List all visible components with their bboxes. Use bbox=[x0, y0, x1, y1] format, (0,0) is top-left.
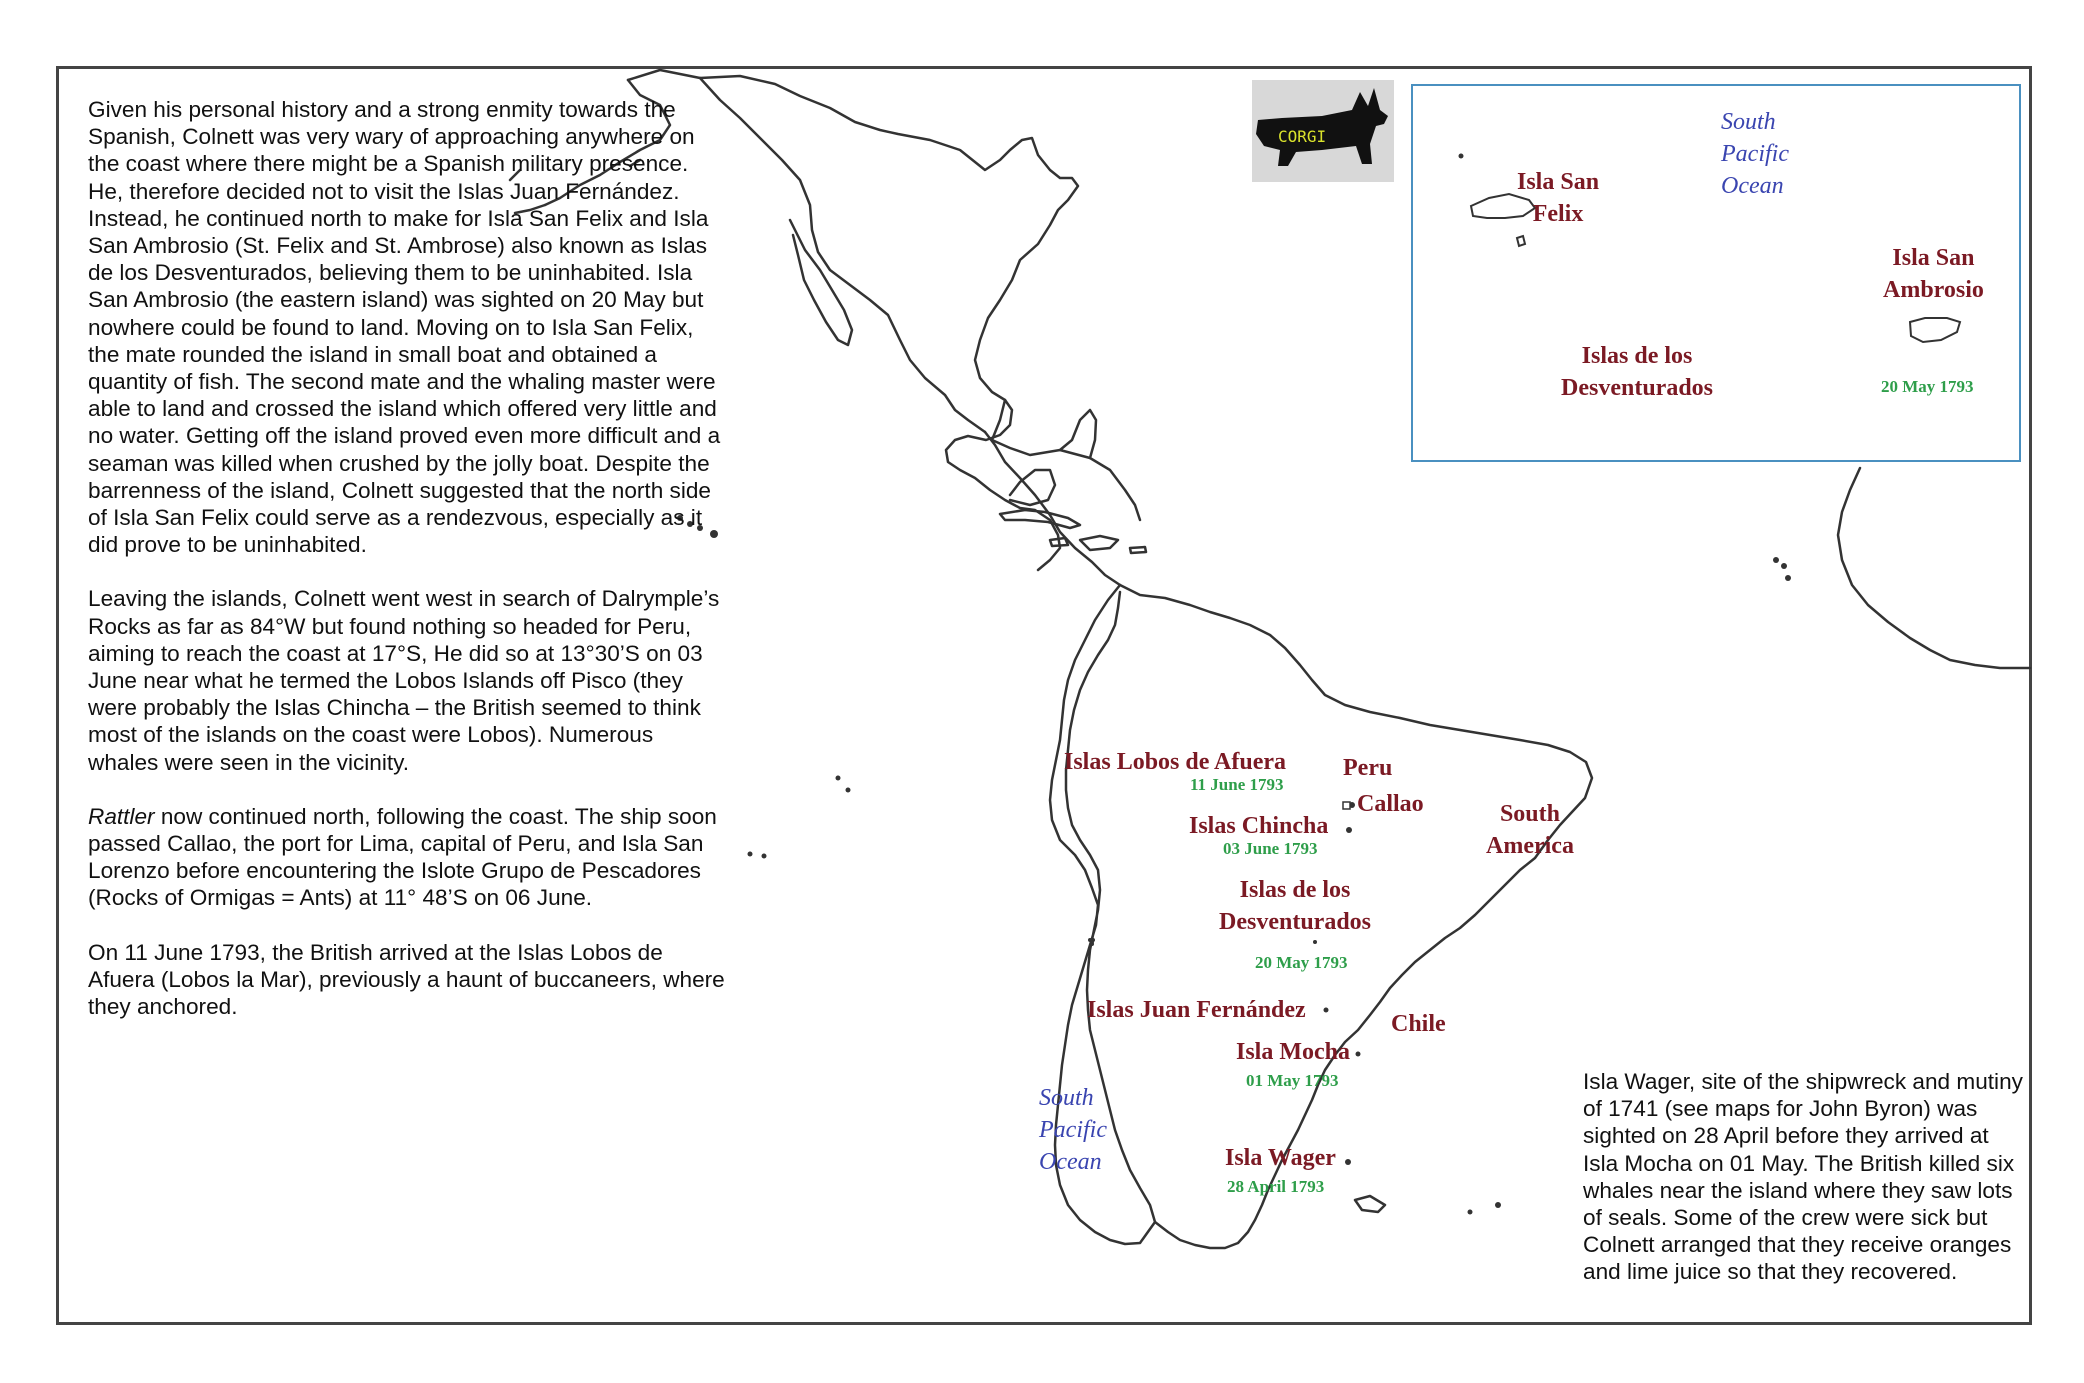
narrative-paragraph-3-text: now continued north, following the coast. The ship soon passed Callao, the port for Lima, capital of Peru, and Isla San Lorenzo before encountering the Islote Grupo de Pescadores (Rocks of Ormigas = Ants) at 11° 48’S on 06 June. bbox=[88, 803, 717, 911]
logo-text: CORGI bbox=[1278, 127, 1327, 146]
cuba bbox=[1000, 510, 1080, 528]
lobos-date: 11 June 1793 bbox=[1190, 775, 1284, 794]
south-pacific-ocean-label: South Pacific Ocean bbox=[1039, 1085, 1107, 1175]
lobos-label: Islas Lobos de Afuera bbox=[1064, 749, 1287, 775]
narrative-paragraph-3 bbox=[88, 803, 728, 912]
san-ambrosio-island bbox=[1910, 318, 1960, 342]
hispaniola bbox=[1080, 536, 1118, 550]
mocha-dot bbox=[1356, 1052, 1361, 1057]
callao-label: Callao bbox=[1357, 791, 1424, 817]
narrative-paragraph-1: Given his personal history and a strong enmity towards the Spanish, Colnett was very wary of approaching anywhere on the coast where there might be a Spanish military presence. He, therefore decided not to visit the Islas Juan Fernández. Instead, he continued north to make for Isla San Felix and Isla San Ambrosio (St. Felix and St. Ambrose) also known as Islas de los Desventurados, believing them to be uninhabited. Isla San Ambrosio (the eastern island) was sighted on 20 May but nowhere could be found to land. Moving on to Isla San Felix, the mate rounded the island in small boat and obtained a quantity of fish. The second mate and the whaling master were able to land and crossed the island which offered very little and no water. Getting off the island proved even more difficult and a seaman was killed when crushed by the jolly boat. Despite the barrenness of the island, Colnett suggested that the north side of Isla San Felix could serve as a rendezvous, especially as it did prove to be uninhabited. bbox=[88, 97, 721, 558]
chincha-label: Islas Chincha bbox=[1189, 813, 1329, 839]
south-america-label: South America bbox=[1486, 801, 1574, 859]
desventurados-label: Islas de los Desventurados bbox=[1219, 877, 1372, 935]
pacific-coast-north-america bbox=[700, 78, 985, 432]
inset-date-label: 20 May 1793 bbox=[1881, 377, 1974, 396]
inset-san-felix-label: Isla San Felix bbox=[1517, 169, 1600, 227]
wager-note-text: Isla Wager, site of the shipwreck and mutiny of 1741 (see maps for John Byron) was sighted on 28 April before they arrived at Isla Mocha on 01 May. The British killed six whales near the island where they saw lots of seals. Some of the crew were sick but Colnett arranged that they receive oranges and lime juice so that they recovered. bbox=[1583, 1069, 2023, 1285]
narrative-paragraph-4: On 11 June 1793, the British arrived at the Islas Lobos de Afuera (Lobos la Mar), previously a haunt of buccaneers, where they anchored. bbox=[88, 939, 725, 1020]
lesser-antilles bbox=[1773, 557, 1779, 563]
narrative-paragraph-2: Leaving the islands, Colnett went west in search of Dalrymple’s Rocks as far as 84°W but found nothing so headed for Peru, aiming to reach the coast at 17°S, He did so at 13°30’S on 03 June near what he termed the Lobos Islands off Pisco (they were probably the Islas Chincha – the British seemed to think most of the islands on the coast were Lobos). Numerous whales were seen in the vicinity. bbox=[88, 586, 720, 775]
narrative-text bbox=[88, 96, 728, 1047]
chincha-date: 03 June 1793 bbox=[1223, 839, 1318, 858]
chincha-marker bbox=[1346, 827, 1352, 833]
clipperton-islands bbox=[748, 852, 753, 857]
inset-islet-dot bbox=[1459, 154, 1464, 159]
inset-ocean-label: South Pacific Ocean bbox=[1721, 109, 1789, 199]
corgi-logo bbox=[1252, 80, 1394, 182]
central-america bbox=[985, 432, 1120, 585]
galapagos-islands bbox=[836, 776, 841, 781]
san-felix-islet bbox=[1517, 236, 1525, 246]
juan-fernandez-dot bbox=[1324, 1008, 1329, 1013]
mocha-date: 01 May 1793 bbox=[1246, 1071, 1339, 1090]
inset-map bbox=[1411, 84, 2021, 462]
callao-marker bbox=[1343, 802, 1350, 809]
corgi-silhouette-icon bbox=[1252, 80, 1394, 182]
chile-label: Chile bbox=[1391, 1011, 1446, 1037]
baja-california bbox=[790, 220, 852, 345]
africa-west-coast bbox=[1838, 468, 2030, 668]
wager-marker bbox=[1345, 1159, 1351, 1165]
mocha-label: Isla Mocha bbox=[1236, 1039, 1350, 1065]
wager-label: Isla Wager bbox=[1225, 1145, 1336, 1171]
juan-fernandez-label: Islas Juan Fernández bbox=[1087, 997, 1306, 1023]
ocean-dot-2 bbox=[1088, 938, 1092, 942]
inset-desventurados-label: Islas de los Desventurados bbox=[1561, 343, 1714, 401]
desventurados-dot bbox=[1313, 940, 1317, 944]
wager-date: 28 April 1793 bbox=[1227, 1177, 1325, 1196]
puerto-rico bbox=[1130, 547, 1146, 553]
desventurados-date: 20 May 1793 bbox=[1255, 953, 1348, 972]
tierra-del-fuego bbox=[1355, 1196, 1385, 1212]
ship-name: Rattler bbox=[88, 803, 155, 829]
peru-label: Peru bbox=[1343, 755, 1393, 781]
inset-san-ambrosio-label: Isla San Ambrosio bbox=[1883, 245, 1984, 303]
